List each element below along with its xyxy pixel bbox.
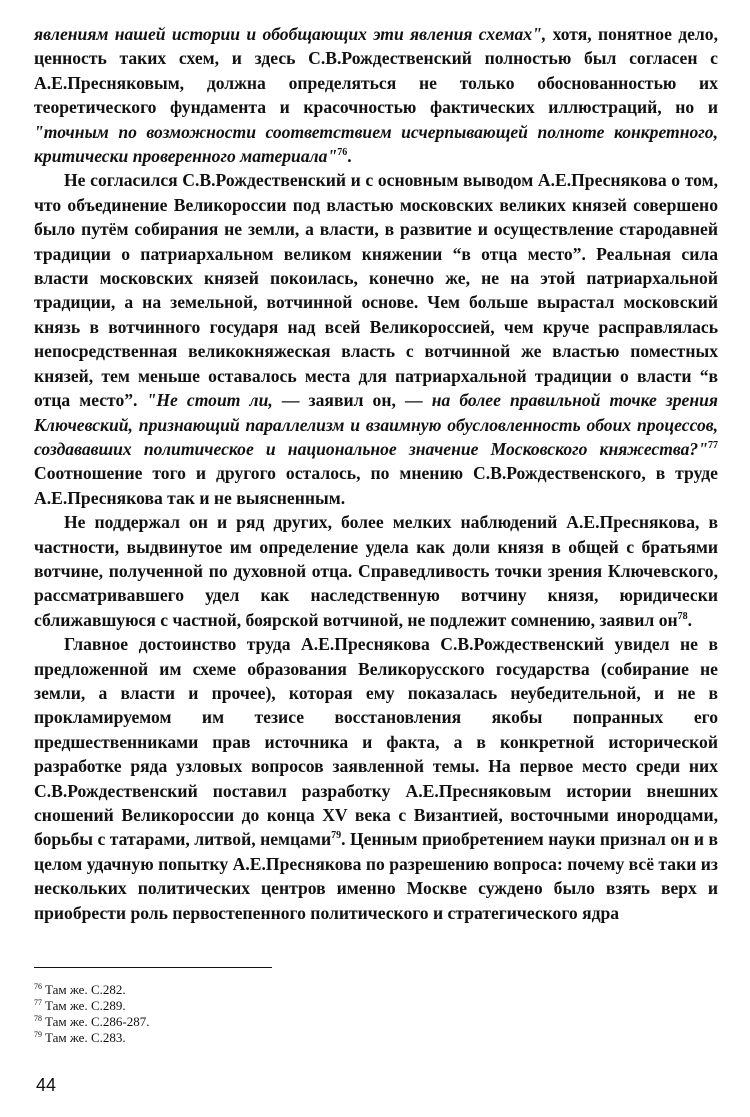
footnote-ref-76: 76 [337, 147, 348, 159]
footnote-76 [34, 982, 149, 998]
footnote-divider [34, 967, 272, 968]
footnote-number: 76 [34, 981, 42, 991]
text-span: . [347, 146, 352, 167]
footnote-number: 79 [34, 1029, 42, 1039]
footnote-ref-78: 78 [677, 610, 688, 622]
footnote-text: Там же. С.289. [45, 998, 126, 1013]
footnote-ref-77: 77 [708, 440, 718, 452]
main-text [34, 22, 718, 925]
italic-quote: "точным по возможности соответствием исчерпывающей полноте конкретного, критически проверенного материала" [34, 121, 718, 167]
italic-quote: на более правильной точке зрения Ключевский, признающий параллелизм и взаимную обусловленность обоих процессов, создававших политическое и национальное значение Московского княжества?" [34, 390, 718, 459]
text-span: Не поддержал он и ряд других, более мелких наблюдений А.Е.Преснякова, в частности, выдвинутое им определение удела как доли князя в общей с братьями вотчине, полученной по духовной отца. Справедливость точки зрения Ключевского, рассматривавшего удел как наследственную вотчину князя, юридически сближавшуюся с частной, боярской вотчиной, не подлежит сомнению, заявил он [34, 512, 718, 630]
footnote-text: Там же. С.283. [45, 1030, 126, 1045]
text-span: хотя, понятное дело, ценность таких схем, и здесь С.В.Рождественский полностью был согласен с А.Е.Пресняковым, должна определяться не только обоснованностью их теоретического фундамента и красочностью фактических иллюстраций, но и [34, 24, 718, 118]
paragraph-2 [34, 168, 718, 510]
paragraph-4 [34, 632, 718, 925]
footnote-number: 77 [34, 997, 42, 1007]
footnote-78 [34, 1014, 149, 1030]
footnotes [34, 982, 149, 1046]
footnote-text: Там же. С.282. [45, 982, 126, 997]
footnote-77 [34, 998, 149, 1014]
italic-quote: явлениям нашей истории и обобщающих эти явления схемах", [34, 24, 547, 44]
text-span: Не согласился С.В.Рождественский и с основным выводом А.Е.Преснякова о том, что объединение Великороссии под властью московских великих князей совершено было путём собирания не земли, а власти, в развитие и осуществление стародавней традиции о патриархальном великом княжении “в отца место”. Реальная сила власти московских князей покоилась, конечно же, не на этой патриархальной традиции, а на земельной, вотчинной основе. Чем больше вырастал московский князь в вотчинного государя над всей Великороссией, чем круче расправлялась непосредственная великокняжеская власть с вотчинной же властью поместных князей, тем меньше оставалось места для патриархальной традиции о власти “в отца место”. [34, 170, 718, 411]
paragraph-3 [34, 510, 718, 632]
footnote-text: Там же. С.286-287. [45, 1014, 150, 1029]
footnote-ref-79: 79 [331, 830, 342, 842]
italic-quote: "Не стоит ли, [146, 390, 273, 411]
text-span: Главное достоинство труда А.Е.Преснякова С.В.Рождественский увидел не в предложенной им схеме образования Великорусского государства (собирание не земли, а власти и прочее), которая ему показалась неубедительной, и не в прокламируемом им тезисе восстановления якобы попранных его предшественниками прав источника и факта, а в конкретной исторической разработке ряда узловых вопросов заявленной темы. На первое место среди них С.В.Рождественский поставил разработку А.Е.Пресняковым истории внешних сношений Великороссии до конца XV века с Византией, восточными инородцами, борьбы с татарами, литвой, немцами [34, 634, 718, 850]
paragraph-1 [34, 22, 718, 168]
footnote-79 [34, 1030, 149, 1046]
text-span: Соотношение того и другого осталось, по мнению С.В.Рождественского, в труде А.Е.Преснякова так и не выясненным. [34, 463, 718, 508]
text-span: — заявил он, — [272, 390, 432, 411]
page-number: 44 [36, 1075, 57, 1095]
text-span: . Ценным приобретением науки признал он и в целом удачную попытку А.Е.Преснякова по разрешению вопроса: почему всё таки из нескольких политических центров именно Москве суждено было взять верх и приобрести роль первостепенного политического и стратегического ядра [34, 829, 718, 923]
text-span: . [687, 609, 693, 630]
footnote-number: 78 [34, 1013, 42, 1023]
